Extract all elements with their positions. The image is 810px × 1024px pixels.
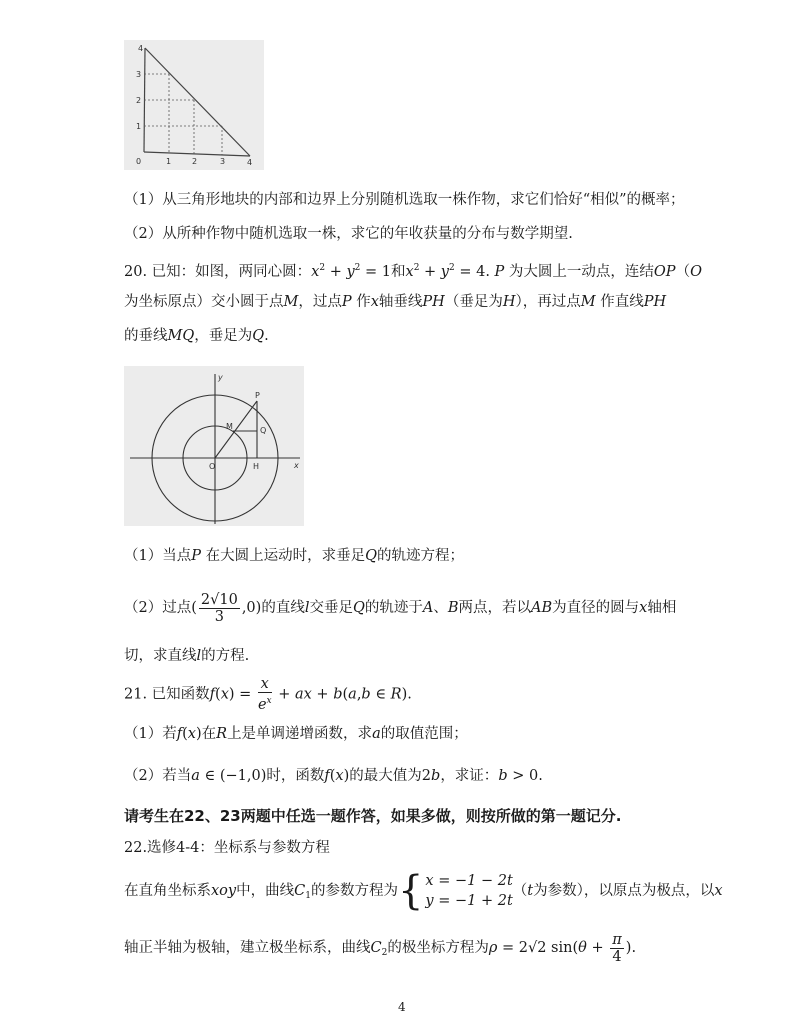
q20-line1: 20. 已知：如图，两同心圆：$x^2 + y^2 = 1$和$x^2 + y^2 = 4$. P 为大圆上一动点，连结OP（O bbox=[124, 263, 702, 280]
fraction: $\frac{2√10}{3}$ bbox=[200, 591, 238, 625]
point-p-label: P bbox=[255, 391, 260, 400]
q20-line2: 为坐标原点）交小圆于点M，过点P 作x轴垂线PH（垂足为H），再过点M 作直线PH bbox=[124, 294, 667, 310]
q21-head: 21. 已知函数f(x) = $\frac{x}{e^x}$ + ax + b(a,b ∈ R). bbox=[124, 676, 412, 713]
fig1-x-tick: 1 bbox=[166, 157, 172, 166]
fig1-y-tick: 2 bbox=[136, 96, 142, 105]
fig1-x-tick: 3 bbox=[220, 157, 226, 166]
fig1-y-tick: 3 bbox=[136, 70, 142, 79]
concentric-circles-diagram bbox=[124, 366, 304, 526]
axis-x-label: x bbox=[294, 461, 299, 470]
fig1-x-tick: 2 bbox=[192, 157, 198, 166]
q19-part2: （2）从所种作物中随机选取一株，求它的年收获量的分布与数学期望. bbox=[124, 226, 573, 242]
point-m-label: M bbox=[226, 422, 233, 431]
fig1-x-tick: 0 bbox=[136, 157, 142, 166]
fraction: $\frac{\pi}{4}$ bbox=[612, 931, 622, 965]
axis-y-label: y bbox=[218, 373, 223, 382]
notice-heading: 请考生在22、23两题中任选一题作答，如果多做，则按所做的第一题记分. bbox=[124, 807, 622, 825]
q22-head: 22.选修4-4：坐标系与参数方程 bbox=[124, 840, 330, 856]
fig1-x-tick: 4 bbox=[247, 158, 253, 167]
q20-sub1: （1）当点P 在大圆上运动时，求垂足Q的轨迹方程； bbox=[124, 548, 464, 564]
q21-sub2: （2）若当a ∈ (−1,0)时，函数f(x)的最大值为2b，求证：b > 0. bbox=[124, 768, 543, 784]
origin-label: O bbox=[209, 462, 216, 471]
q19-part1: （1）从三角形地块的内部和边界上分别随机选取一株作物，求它们恰好“相似”的概率； bbox=[124, 192, 685, 208]
point-q-label: Q bbox=[260, 426, 267, 435]
fraction: $\frac{x}{e^x}$ bbox=[257, 676, 272, 713]
q22-line1: 在直角坐标系xoy中，曲线$C_1$的参数方程为{ x = −1 − 2t y = −1 + 2t （t为参数），以原点为极点，以x bbox=[124, 868, 723, 914]
fig1-y-tick: 1 bbox=[136, 122, 142, 131]
triangle-diagram bbox=[124, 40, 264, 170]
page-number: 4 bbox=[398, 1000, 406, 1014]
fig1-y-tick: 4 bbox=[138, 44, 144, 53]
q20-line3: 的垂线MQ，垂足为Q. bbox=[124, 328, 269, 344]
concentric-circles-figure bbox=[124, 366, 304, 526]
q20-sub2-cont: 切，求直线l的方程. bbox=[124, 648, 250, 664]
q22-line2: 轴正半轴为极轴，建立极坐标系，曲线$C_2$的极坐标方程为ρ = 2√2 sin(θ + $\frac{\pi}{4}$ ). bbox=[124, 931, 637, 965]
q20-sub2: （2）过点( $\frac{2√10}{3}$ ,0)的直线l交垂足Q的轨迹于A、B两点，若以AB为直径的圆与x轴相 bbox=[124, 591, 677, 625]
triangle-figure bbox=[124, 40, 264, 170]
q21-sub1: （1）若f(x)在R上是单调递增函数，求a的取值范围； bbox=[124, 726, 468, 742]
point-h-label: H bbox=[253, 462, 260, 471]
